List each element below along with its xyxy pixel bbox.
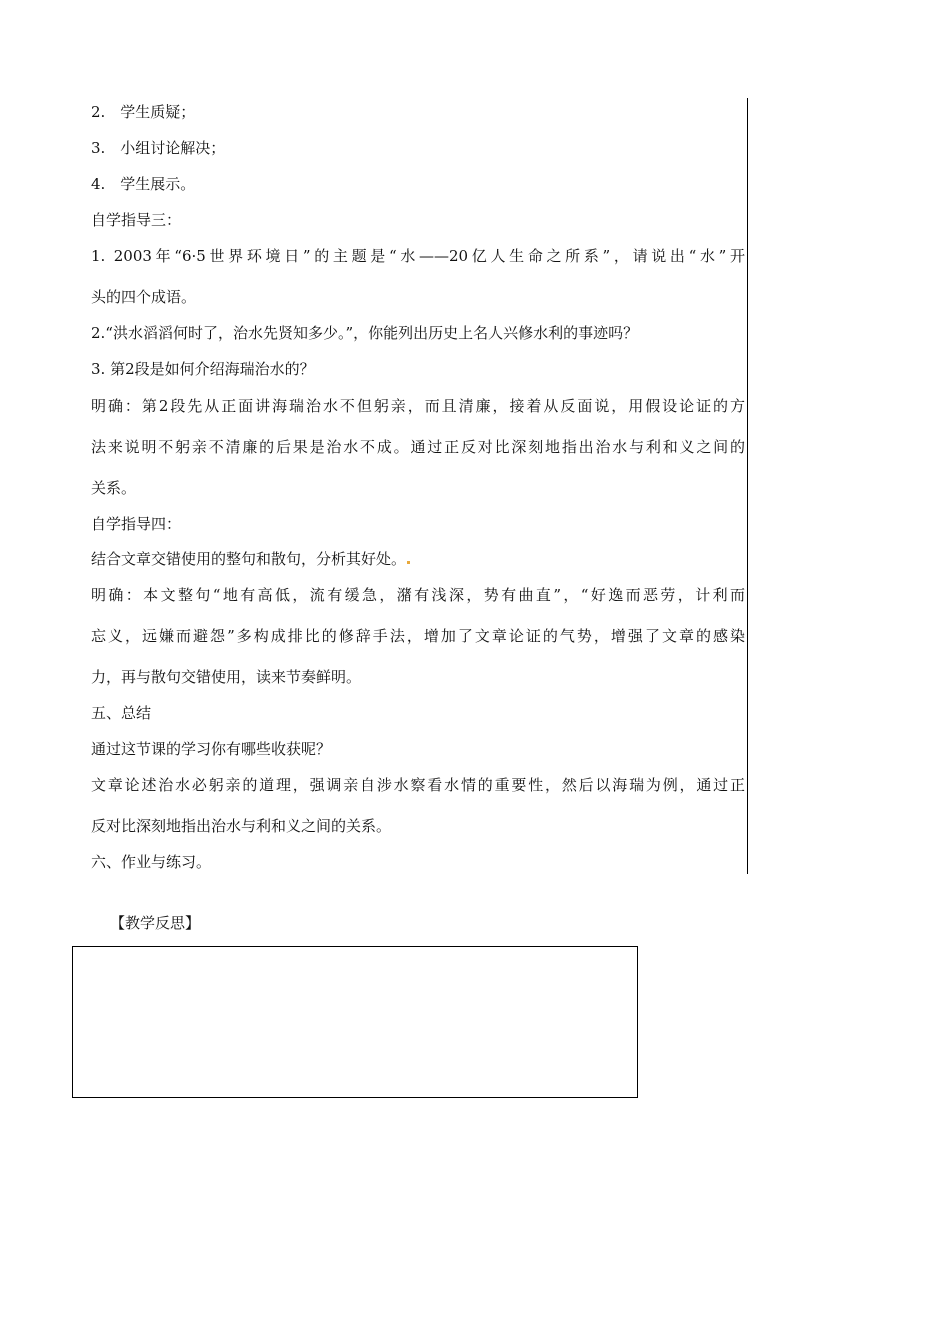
section-heading-guide-3: 自学指导三：: [91, 211, 182, 229]
text-line-14: 明确：本文整句“地有高低，流有缓急，潴有浅深，势有曲直”，“好逸而恶劳，计利而: [91, 586, 745, 604]
text-line-5: 1. 2003年“6·5世界环境日”的主题是“水——20亿人生命之所系”，请说出“水”开: [91, 247, 745, 265]
mark-dot: [407, 561, 410, 564]
teaching-reflection-box[interactable]: [72, 946, 638, 1098]
teaching-reflection-title: 【教学反思】: [110, 914, 201, 932]
text-line-19: 文章论述治水必躬亲的道理，强调亲自涉水察看水情的重要性，然后以海瑞为例，通过正: [91, 776, 745, 794]
section-heading-guide-4: 自学指导四：: [91, 515, 182, 533]
text-line-18: 通过这节课的学习你有哪些收获呢？: [91, 740, 332, 758]
text-line-20: 反对比深刻地指出治水与利和义之间的关系。: [91, 817, 392, 835]
text-line-16: 力，再与散句交错使用，读来节奏鲜明。: [91, 668, 362, 686]
text-line-13: 结合文章交错使用的整句和散句，分析其好处。: [91, 549, 745, 569]
text-line-1: 2. 学生质疑；: [91, 103, 196, 121]
text-line-8: 3. 第2段是如何介绍海瑞治水的？: [91, 360, 315, 378]
section-heading-homework: 六、作业与练习。: [91, 853, 212, 871]
text-line-11: 关系。: [91, 479, 137, 497]
right-margin-rule: [747, 98, 748, 874]
section-heading-summary: 五、总结: [91, 704, 152, 722]
text-line-7: 2.“洪水滔滔何时了，治水先贤知多少。”，你能列出历史上名人兴修水利的事迹吗？: [91, 324, 639, 342]
text-line-6: 头的四个成语。: [91, 288, 197, 306]
text-line-15: 忘义，远嫌而避怨”多构成排比的修辞手法，增加了文章论证的气势，增强了文章的感染: [91, 627, 745, 645]
text-line-3: 4. 学生展示。: [91, 175, 196, 193]
text-line-9: 明确：第2段先从正面讲海瑞治水不但躬亲，而且清廉，接着从反面说，用假设论证的方: [91, 397, 745, 415]
text-line-2: 3. 小组讨论解决；: [91, 139, 226, 157]
text-line-10: 法来说明不躬亲不清廉的后果是治水不成。通过正反对比深刻地指出治水与利和义之间的: [91, 438, 745, 456]
